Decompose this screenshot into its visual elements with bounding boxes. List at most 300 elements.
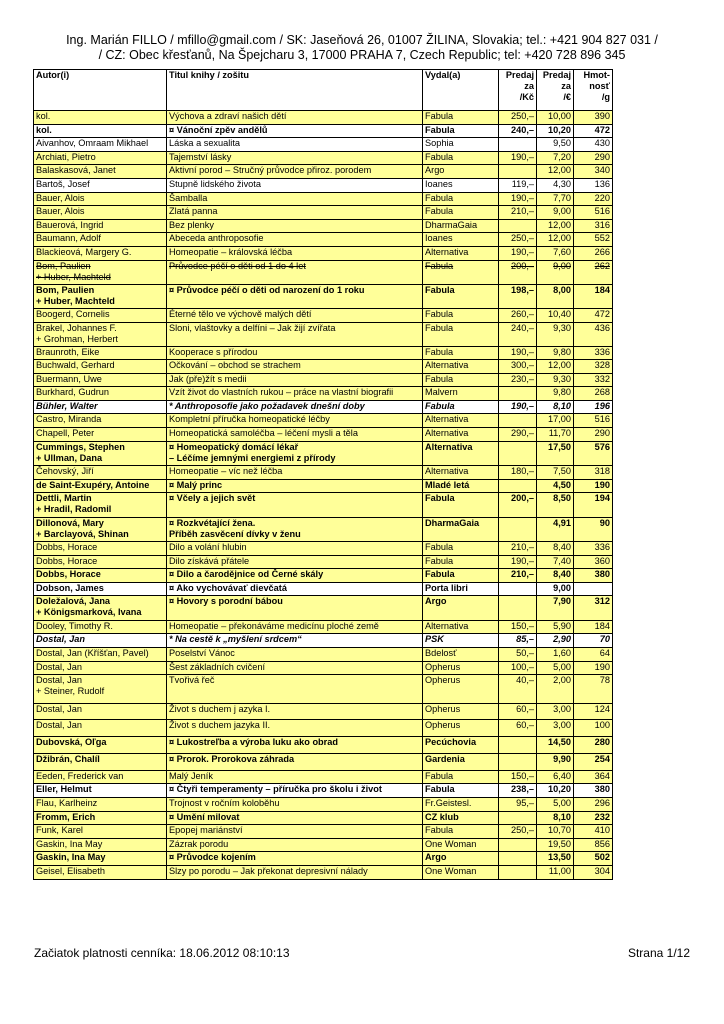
cell-price-eur: 9,80 bbox=[537, 387, 574, 401]
table-row bbox=[34, 582, 613, 596]
cell-weight: 336 bbox=[574, 346, 613, 360]
table-row bbox=[34, 206, 613, 220]
cell-author: Bauerová, Ingrid bbox=[34, 219, 167, 233]
table-row bbox=[34, 770, 613, 784]
price-list-table bbox=[33, 69, 613, 880]
cell-weight: 436 bbox=[574, 322, 613, 346]
cell-author: Dobson, James bbox=[34, 582, 167, 596]
cell-weight: 64 bbox=[574, 647, 613, 661]
cell-title: Poselství Vánoc bbox=[167, 647, 423, 661]
table-row bbox=[34, 753, 613, 770]
cell-weight: 410 bbox=[574, 825, 613, 839]
cell-author: Cummings, Stephen + Ullman, Dana bbox=[34, 441, 167, 465]
cell-publisher: Alternativa bbox=[423, 414, 499, 428]
cell-title: Zlatá panna bbox=[167, 206, 423, 220]
cell-author: Buchwald, Gerhard bbox=[34, 360, 167, 374]
cell-weight: 194 bbox=[574, 493, 613, 517]
cell-author: Dostal, Jan bbox=[34, 661, 167, 675]
cell-publisher: Fabula bbox=[423, 151, 499, 165]
cell-author: Flau, Karlheinz bbox=[34, 797, 167, 811]
table-row bbox=[34, 720, 613, 737]
cell-publisher: Opherus bbox=[423, 661, 499, 675]
table-row bbox=[34, 178, 613, 192]
table-row bbox=[34, 138, 613, 152]
table-row bbox=[34, 784, 613, 798]
cell-publisher: One Woman bbox=[423, 865, 499, 879]
cell-price-czk: 210,– bbox=[499, 206, 537, 220]
cell-weight: 390 bbox=[574, 111, 613, 125]
cell-author: Doležalová, Jana + Königsmarková, Ivana bbox=[34, 596, 167, 620]
cell-price-czk bbox=[499, 852, 537, 866]
cell-publisher: Ioanes bbox=[423, 178, 499, 192]
cell-weight: 332 bbox=[574, 373, 613, 387]
cell-price-eur: 11,70 bbox=[537, 428, 574, 442]
table-row bbox=[34, 703, 613, 720]
cell-price-czk bbox=[499, 219, 537, 233]
cell-price-czk: 240,– bbox=[499, 322, 537, 346]
cell-publisher: Fabula bbox=[423, 555, 499, 569]
cell-price-eur: 8,10 bbox=[537, 811, 574, 825]
cell-author: Džibrán, Chalíl bbox=[34, 753, 167, 770]
cell-author: Brakel, Johannes F. + Grohman, Herbert bbox=[34, 322, 167, 346]
cell-price-czk: 198,– bbox=[499, 284, 537, 308]
cell-publisher: Fabula bbox=[423, 569, 499, 583]
cell-publisher: Fabula bbox=[423, 308, 499, 322]
table-row bbox=[34, 661, 613, 675]
col-author: Autor(i) bbox=[34, 70, 167, 111]
cell-price-eur: 5,00 bbox=[537, 661, 574, 675]
cell-title: Dilo a volání hlubin bbox=[167, 542, 423, 556]
cell-title: ¤ Vánoční zpěv andělů bbox=[167, 124, 423, 138]
cell-weight: 336 bbox=[574, 542, 613, 556]
cell-publisher: DharmaGaia bbox=[423, 219, 499, 233]
cell-author: Fromm, Erich bbox=[34, 811, 167, 825]
cell-weight: 196 bbox=[574, 400, 613, 414]
cell-author: Bühler, Walter bbox=[34, 400, 167, 414]
cell-title: Stupně lidského života bbox=[167, 178, 423, 192]
cell-title: Homeopatická samoléčba – léčení mysli a těla bbox=[167, 428, 423, 442]
cell-weight: 380 bbox=[574, 569, 613, 583]
cell-author: Gaskin, Ina May bbox=[34, 838, 167, 852]
cell-weight: 280 bbox=[574, 737, 613, 754]
cell-price-czk bbox=[499, 138, 537, 152]
cell-title: Homeopatie – překonáváme medicínu ploché země bbox=[167, 620, 423, 634]
cell-price-eur: 10,00 bbox=[537, 111, 574, 125]
cell-weight: 516 bbox=[574, 414, 613, 428]
cell-price-czk: 60,– bbox=[499, 720, 537, 737]
cell-price-eur: 14,50 bbox=[537, 737, 574, 754]
cell-price-eur: 8,40 bbox=[537, 542, 574, 556]
cell-weight: 312 bbox=[574, 596, 613, 620]
col-price-eur: Predaj za /€ bbox=[537, 70, 574, 111]
cell-weight: 516 bbox=[574, 206, 613, 220]
cell-price-czk: 119,– bbox=[499, 178, 537, 192]
cell-weight: 472 bbox=[574, 308, 613, 322]
table-row bbox=[34, 555, 613, 569]
cell-price-eur: 8,10 bbox=[537, 400, 574, 414]
cell-title: Slzy po porodu – Jak překonat depresivní nálady bbox=[167, 865, 423, 879]
cell-title: Epopej mariánství bbox=[167, 825, 423, 839]
cell-weight: 90 bbox=[574, 517, 613, 541]
cell-author: kol. bbox=[34, 124, 167, 138]
cell-price-czk: 260,– bbox=[499, 308, 537, 322]
table-row bbox=[34, 811, 613, 825]
cell-title: * Na cestě k „myšlení srdcem“ bbox=[167, 634, 423, 648]
cell-publisher: Fabula bbox=[423, 124, 499, 138]
table-row bbox=[34, 737, 613, 754]
cell-weight: 472 bbox=[574, 124, 613, 138]
cell-price-czk: 200,– bbox=[499, 260, 537, 284]
cell-weight: 268 bbox=[574, 387, 613, 401]
table-row bbox=[34, 414, 613, 428]
cell-publisher: Fabula bbox=[423, 111, 499, 125]
cell-publisher: Argo bbox=[423, 852, 499, 866]
cell-price-eur: 17,00 bbox=[537, 414, 574, 428]
cell-price-eur: 9,00 bbox=[537, 260, 574, 284]
cell-title: Šest základních cvičení bbox=[167, 661, 423, 675]
cell-publisher: Fabula bbox=[423, 770, 499, 784]
table-row bbox=[34, 620, 613, 634]
table-row bbox=[34, 865, 613, 879]
cell-price-eur: 11,00 bbox=[537, 865, 574, 879]
cell-weight: 266 bbox=[574, 246, 613, 260]
cell-price-czk: 290,– bbox=[499, 428, 537, 442]
cell-author: Dostal, Jan bbox=[34, 634, 167, 648]
cell-price-czk bbox=[499, 596, 537, 620]
cell-price-czk bbox=[499, 737, 537, 754]
table-row bbox=[34, 838, 613, 852]
cell-title: Malý Jeník bbox=[167, 770, 423, 784]
cell-author: Gaskin, Ina May bbox=[34, 852, 167, 866]
cell-author: Dostal, Jan + Steiner, Rudolf bbox=[34, 675, 167, 703]
cell-title: ¤ Malý princ bbox=[167, 479, 423, 493]
cell-author: Bom, Paulien + Huber, Machteld bbox=[34, 284, 167, 308]
table-row bbox=[34, 569, 613, 583]
cell-price-czk bbox=[499, 753, 537, 770]
cell-author: Eller, Helmut bbox=[34, 784, 167, 798]
cell-title: ¤ Průvodce péčí o děti od narození do 1 roku bbox=[167, 284, 423, 308]
page-header bbox=[0, 33, 724, 63]
cell-price-eur: 7,90 bbox=[537, 596, 574, 620]
cell-publisher: Alternativa bbox=[423, 428, 499, 442]
cell-title: ¤ Rozkvétající žena. Příběh zasvěcení dívky v ženu bbox=[167, 517, 423, 541]
cell-price-czk bbox=[499, 582, 537, 596]
cell-publisher: Alternativa bbox=[423, 360, 499, 374]
cell-title: ¤ Lukostreľba a výroba luku ako obrad bbox=[167, 737, 423, 754]
cell-price-czk: 150,– bbox=[499, 620, 537, 634]
cell-publisher: One Woman bbox=[423, 838, 499, 852]
cell-author: Dubovská, Oľga bbox=[34, 737, 167, 754]
cell-publisher: Bdelosť bbox=[423, 647, 499, 661]
table-row bbox=[34, 493, 613, 517]
cell-title: ¤ Včely a jejich svět bbox=[167, 493, 423, 517]
cell-weight: 364 bbox=[574, 770, 613, 784]
cell-price-czk: 300,– bbox=[499, 360, 537, 374]
cell-publisher: Fabula bbox=[423, 784, 499, 798]
cell-publisher: Fabula bbox=[423, 284, 499, 308]
cell-title: ¤ Čtyři temperamenty – příručka pro školu i život bbox=[167, 784, 423, 798]
cell-weight: 184 bbox=[574, 284, 613, 308]
cell-price-eur: 9,00 bbox=[537, 206, 574, 220]
table-row bbox=[34, 165, 613, 179]
cell-author: Aivanhov, Omraam Mikhael bbox=[34, 138, 167, 152]
cell-price-czk: 190,– bbox=[499, 192, 537, 206]
cell-price-czk: 50,– bbox=[499, 647, 537, 661]
cell-price-czk bbox=[499, 441, 537, 465]
cell-weight: 290 bbox=[574, 428, 613, 442]
cell-weight: 328 bbox=[574, 360, 613, 374]
cell-price-eur: 2,00 bbox=[537, 675, 574, 703]
cell-author: kol. bbox=[34, 111, 167, 125]
cell-weight: 576 bbox=[574, 441, 613, 465]
table-row bbox=[34, 192, 613, 206]
cell-author: Geisel, Elisabeth bbox=[34, 865, 167, 879]
cell-author: Dillonová, Mary + Barclayová, Shinan bbox=[34, 517, 167, 541]
cell-price-eur: 12,00 bbox=[537, 360, 574, 374]
cell-publisher: Fabula bbox=[423, 400, 499, 414]
table-row bbox=[34, 428, 613, 442]
cell-publisher: Sophia bbox=[423, 138, 499, 152]
table-row bbox=[34, 387, 613, 401]
cell-publisher: Opherus bbox=[423, 675, 499, 703]
header-line-2: / CZ: Obec křesťanů, Na Špejcharu 3, 17000 PRAHA 7, Czech Republic; tel: +420 728 896 345 bbox=[98, 48, 626, 62]
cell-price-eur: 4,50 bbox=[537, 479, 574, 493]
cell-price-czk: 60,– bbox=[499, 703, 537, 720]
cell-price-eur: 10,70 bbox=[537, 825, 574, 839]
cell-title: Průvodce péčí o děti od 1 do 4 let bbox=[167, 260, 423, 284]
cell-publisher: Fabula bbox=[423, 373, 499, 387]
table-row bbox=[34, 479, 613, 493]
cell-price-eur: 7,70 bbox=[537, 192, 574, 206]
cell-price-czk: 190,– bbox=[499, 346, 537, 360]
cell-price-czk bbox=[499, 387, 537, 401]
cell-author: Dobbs, Horace bbox=[34, 555, 167, 569]
table-row bbox=[34, 825, 613, 839]
cell-author: Dobbs, Horace bbox=[34, 542, 167, 556]
cell-author: Dostal, Jan bbox=[34, 720, 167, 737]
cell-publisher: Alternativa bbox=[423, 246, 499, 260]
cell-price-eur: 13,50 bbox=[537, 852, 574, 866]
cell-author: Dooley, Timothy R. bbox=[34, 620, 167, 634]
cell-price-eur: 19,50 bbox=[537, 838, 574, 852]
cell-weight: 316 bbox=[574, 219, 613, 233]
table-row bbox=[34, 322, 613, 346]
cell-publisher: Fabula bbox=[423, 493, 499, 517]
cell-price-eur: 2,90 bbox=[537, 634, 574, 648]
cell-price-czk bbox=[499, 479, 537, 493]
cell-price-eur: 10,40 bbox=[537, 308, 574, 322]
table-row bbox=[34, 373, 613, 387]
cell-weight: 136 bbox=[574, 178, 613, 192]
table-row bbox=[34, 246, 613, 260]
cell-publisher: Argo bbox=[423, 165, 499, 179]
cell-price-eur: 9,90 bbox=[537, 753, 574, 770]
cell-title: Homeopatie – královská léčba bbox=[167, 246, 423, 260]
cell-price-czk: 100,– bbox=[499, 661, 537, 675]
cell-title: Tvořivá řeč bbox=[167, 675, 423, 703]
cell-author: Dobbs, Horace bbox=[34, 569, 167, 583]
cell-author: Dettli, Martin + Hradil, Radomil bbox=[34, 493, 167, 517]
table-row bbox=[34, 852, 613, 866]
table-row bbox=[34, 797, 613, 811]
cell-title: Dilo získává přátele bbox=[167, 555, 423, 569]
cell-author: Castro, Miranda bbox=[34, 414, 167, 428]
cell-publisher: Fabula bbox=[423, 192, 499, 206]
cell-price-czk: 250,– bbox=[499, 111, 537, 125]
table-row bbox=[34, 111, 613, 125]
cell-weight: 100 bbox=[574, 720, 613, 737]
cell-price-czk: 250,– bbox=[499, 825, 537, 839]
cell-author: Dostal, Jan (Kříšťan, Pavel) bbox=[34, 647, 167, 661]
cell-publisher: Pecúchovia bbox=[423, 737, 499, 754]
cell-price-eur: 10,20 bbox=[537, 784, 574, 798]
cell-author: Baumann, Adolf bbox=[34, 233, 167, 247]
cell-price-eur: 7,50 bbox=[537, 466, 574, 480]
cell-price-czk: 190,– bbox=[499, 555, 537, 569]
cell-price-czk: 150,– bbox=[499, 770, 537, 784]
cell-price-eur: 7,20 bbox=[537, 151, 574, 165]
cell-price-eur: 12,00 bbox=[537, 165, 574, 179]
cell-price-czk: 210,– bbox=[499, 569, 537, 583]
cell-price-eur: 7,60 bbox=[537, 246, 574, 260]
cell-price-czk bbox=[499, 165, 537, 179]
cell-title: Sloni, vlaštovky a delfíni – Jak žijí zvířata bbox=[167, 322, 423, 346]
table-row bbox=[34, 151, 613, 165]
cell-author: Dostal, Jan bbox=[34, 703, 167, 720]
cell-publisher: Argo bbox=[423, 596, 499, 620]
cell-price-czk: 85,– bbox=[499, 634, 537, 648]
cell-price-eur: 8,50 bbox=[537, 493, 574, 517]
cell-publisher: Fabula bbox=[423, 322, 499, 346]
table-row bbox=[34, 517, 613, 541]
cell-publisher: PSK bbox=[423, 634, 499, 648]
cell-title: Život s duchem j azyka I. bbox=[167, 703, 423, 720]
cell-price-eur: 12,00 bbox=[537, 219, 574, 233]
cell-price-czk bbox=[499, 838, 537, 852]
cell-weight bbox=[574, 582, 613, 596]
cell-price-eur: 6,40 bbox=[537, 770, 574, 784]
cell-weight: 304 bbox=[574, 865, 613, 879]
cell-publisher: Fabula bbox=[423, 542, 499, 556]
cell-price-eur: 4,30 bbox=[537, 178, 574, 192]
table-row bbox=[34, 596, 613, 620]
table-row bbox=[34, 346, 613, 360]
cell-title: Aktivní porod – Stručný průvodce přiroz. porodem bbox=[167, 165, 423, 179]
cell-publisher: Gardenia bbox=[423, 753, 499, 770]
cell-title: Očkování – obchod se strachem bbox=[167, 360, 423, 374]
cell-weight: 502 bbox=[574, 852, 613, 866]
cell-price-eur: 5,90 bbox=[537, 620, 574, 634]
cell-title: Bez plenky bbox=[167, 219, 423, 233]
table-header-row bbox=[34, 70, 613, 111]
cell-weight: 262 bbox=[574, 260, 613, 284]
cell-weight: 70 bbox=[574, 634, 613, 648]
table-row bbox=[34, 124, 613, 138]
cell-title: Tajemství lásky bbox=[167, 151, 423, 165]
cell-title: Trojnost v ročním koloběhu bbox=[167, 797, 423, 811]
cell-weight: 340 bbox=[574, 165, 613, 179]
cell-author: Bom, Paulien + Huber, Machteld bbox=[34, 260, 167, 284]
cell-price-czk: 240,– bbox=[499, 124, 537, 138]
cell-publisher: Mladé letá bbox=[423, 479, 499, 493]
cell-price-czk bbox=[499, 414, 537, 428]
cell-author: Archiati, Pietro bbox=[34, 151, 167, 165]
cell-weight: 124 bbox=[574, 703, 613, 720]
cell-price-czk: 180,– bbox=[499, 466, 537, 480]
cell-publisher: Alternativa bbox=[423, 441, 499, 465]
cell-title: ¤ Dilo a čarodějnice od Černé skály bbox=[167, 569, 423, 583]
cell-publisher: Fabula bbox=[423, 260, 499, 284]
cell-title: ¤ Umění milovat bbox=[167, 811, 423, 825]
footer-validity: Začiatok platnosti cenníka: 18.06.2012 08:10:13 bbox=[34, 946, 290, 960]
cell-title: ¤ Ako vychovávať dievčatá bbox=[167, 582, 423, 596]
cell-title: Zázrak porodu bbox=[167, 838, 423, 852]
cell-price-eur: 3,00 bbox=[537, 720, 574, 737]
cell-title: Šamballa bbox=[167, 192, 423, 206]
cell-price-eur: 8,00 bbox=[537, 284, 574, 308]
cell-title: Jak (pře)žít s medii bbox=[167, 373, 423, 387]
table-row bbox=[34, 466, 613, 480]
cell-weight: 296 bbox=[574, 797, 613, 811]
cell-price-eur: 7,40 bbox=[537, 555, 574, 569]
table-row bbox=[34, 542, 613, 556]
cell-price-czk: 95,– bbox=[499, 797, 537, 811]
cell-author: Burkhard, Gudrun bbox=[34, 387, 167, 401]
col-publisher: Vydal(a) bbox=[423, 70, 499, 111]
cell-price-eur: 4,91 bbox=[537, 517, 574, 541]
cell-price-czk bbox=[499, 517, 537, 541]
col-weight: Hmot- nosť /g bbox=[574, 70, 613, 111]
cell-title: Éterné tělo ve výchově malých dětí bbox=[167, 308, 423, 322]
col-title: Titul knihy / zošitu bbox=[167, 70, 423, 111]
cell-price-eur: 1,60 bbox=[537, 647, 574, 661]
cell-author: de Saint-Exupéry, Antoine bbox=[34, 479, 167, 493]
cell-weight: 360 bbox=[574, 555, 613, 569]
cell-title: ¤ Prorok. Prorokova záhrada bbox=[167, 753, 423, 770]
cell-title: Vzít život do vlastních rukou – práce na vlastní biografii bbox=[167, 387, 423, 401]
cell-weight: 856 bbox=[574, 838, 613, 852]
cell-weight: 232 bbox=[574, 811, 613, 825]
cell-weight: 184 bbox=[574, 620, 613, 634]
cell-price-czk bbox=[499, 865, 537, 879]
cell-author: Balaskasová, Janet bbox=[34, 165, 167, 179]
header-line-1: Ing. Marián FILLO / mfillo@gmail.com / SK: Jaseňová 26, 01007 ŽILINA, Slovakia; tel.: +421 904 827 031 / bbox=[66, 33, 658, 47]
cell-weight: 318 bbox=[574, 466, 613, 480]
cell-weight: 190 bbox=[574, 479, 613, 493]
table-row bbox=[34, 260, 613, 284]
cell-author: Eeden, Frederick van bbox=[34, 770, 167, 784]
cell-title: Kompletní příručka homeopatické léčby bbox=[167, 414, 423, 428]
table-row bbox=[34, 360, 613, 374]
cell-price-czk: 190,– bbox=[499, 400, 537, 414]
cell-price-eur: 12,00 bbox=[537, 233, 574, 247]
table-row bbox=[34, 308, 613, 322]
cell-price-eur: 17,50 bbox=[537, 441, 574, 465]
cell-title: Výchova a zdraví našich dětí bbox=[167, 111, 423, 125]
cell-publisher: Ioanes bbox=[423, 233, 499, 247]
table-row bbox=[34, 675, 613, 703]
cell-price-eur: 5,00 bbox=[537, 797, 574, 811]
cell-publisher: Fr.Geistesl. bbox=[423, 797, 499, 811]
cell-author: Funk, Karel bbox=[34, 825, 167, 839]
cell-publisher: CZ klub bbox=[423, 811, 499, 825]
cell-publisher: Malvern bbox=[423, 387, 499, 401]
cell-author: Buermann, Uwe bbox=[34, 373, 167, 387]
cell-publisher: Fabula bbox=[423, 346, 499, 360]
cell-price-eur: 9,30 bbox=[537, 322, 574, 346]
cell-price-czk: 210,– bbox=[499, 542, 537, 556]
cell-price-eur: 3,00 bbox=[537, 703, 574, 720]
